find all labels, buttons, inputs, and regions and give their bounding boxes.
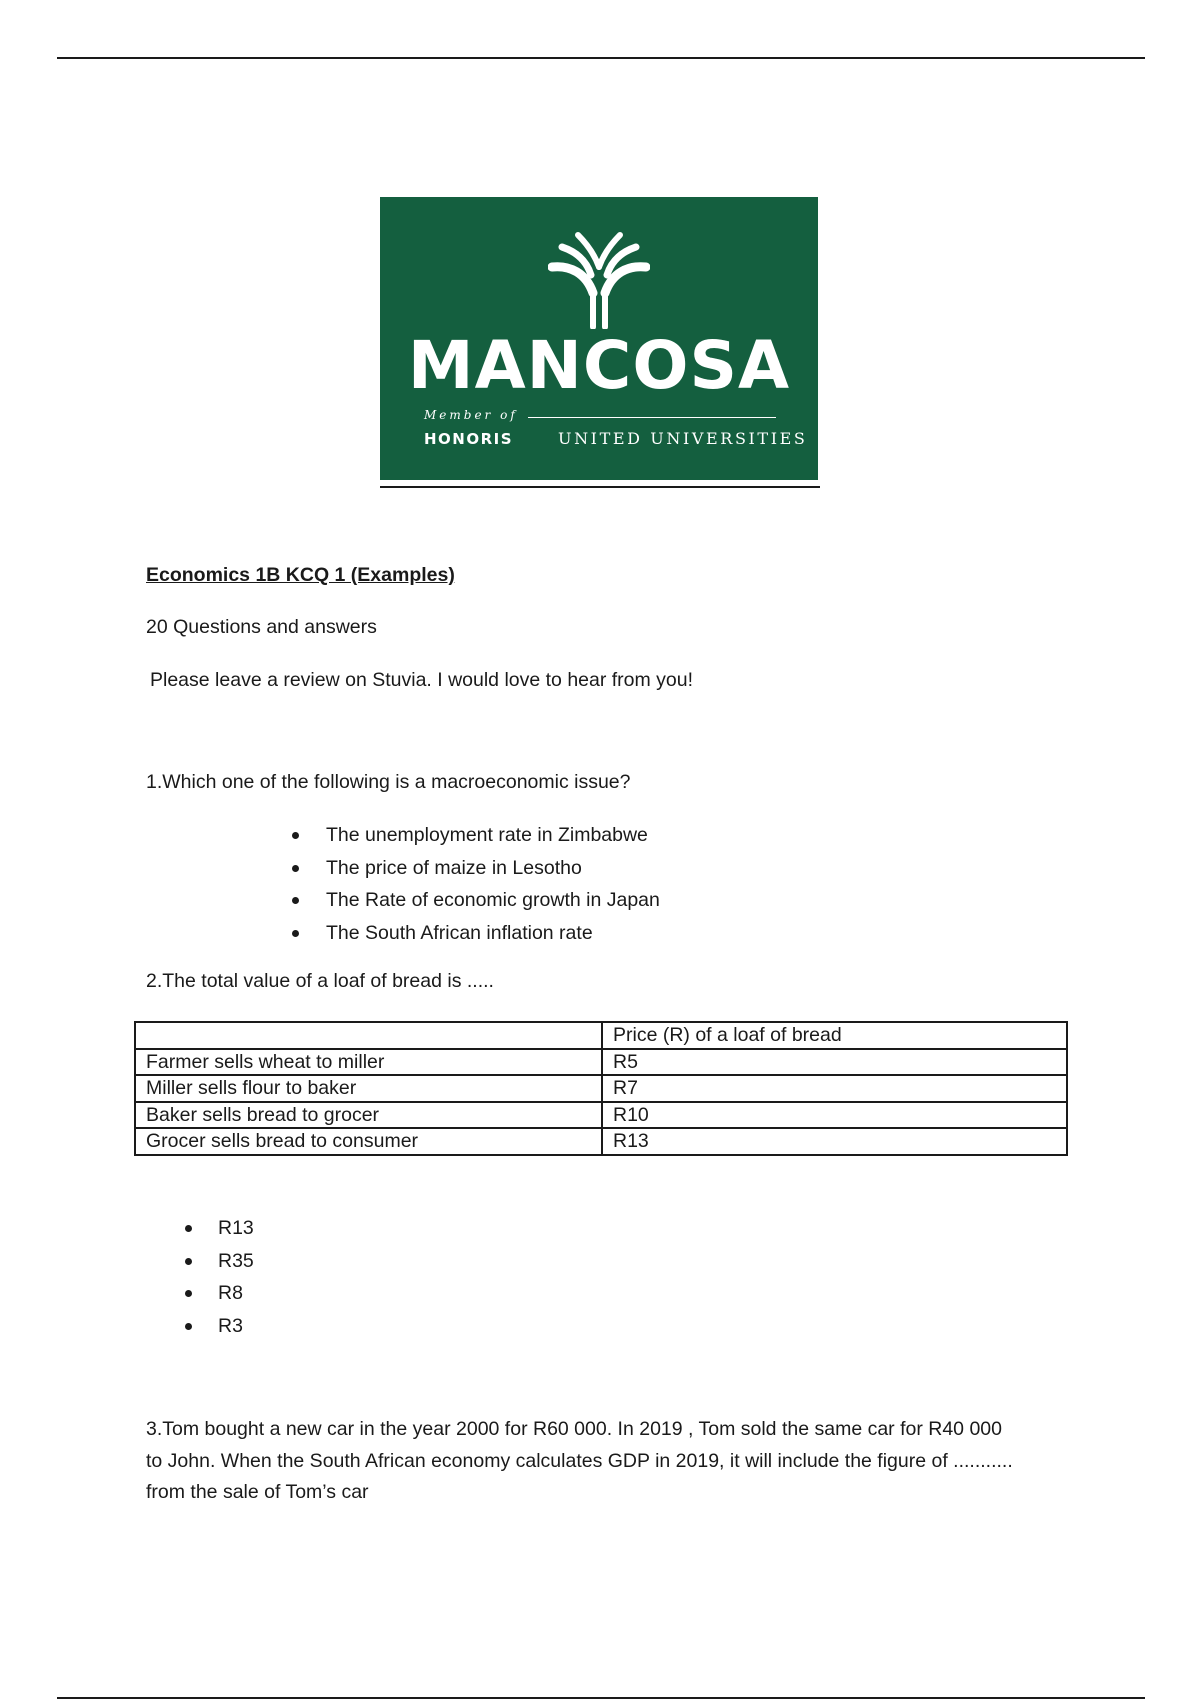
- table-cell: R10: [602, 1102, 1067, 1129]
- list-item: R3: [185, 1310, 254, 1343]
- review-note: Please leave a review on Stuvia. I would love to hear from you!: [150, 669, 694, 691]
- bottom-rule: [57, 1697, 1145, 1699]
- list-item: R35: [185, 1245, 254, 1278]
- table-cell: Farmer sells wheat to miller: [135, 1049, 602, 1076]
- bullet-icon: [185, 1290, 192, 1297]
- mancosa-logo: [380, 197, 818, 480]
- question-3: [146, 1414, 1066, 1509]
- table-cell: Baker sells bread to grocer: [135, 1102, 602, 1129]
- table-cell: R5: [602, 1049, 1067, 1076]
- bread-price-table: [134, 1021, 1068, 1156]
- bullet-icon: [292, 832, 299, 839]
- table-cell: R13: [602, 1128, 1067, 1155]
- list-item: R8: [185, 1277, 254, 1310]
- list-item: The price of maize in Lesotho: [292, 852, 660, 885]
- question-3-line: 3.Tom bought a new car in the year 2000 for R60 000. In 2019 , Tom sold the same car for R40 000: [146, 1418, 1002, 1440]
- table-header-row: [135, 1022, 1067, 1049]
- question-2-options: [185, 1212, 254, 1342]
- list-item: The unemployment rate in Zimbabwe: [292, 819, 660, 852]
- question-2: 2.The total value of a loaf of bread is .....: [146, 970, 494, 992]
- bullet-icon: [185, 1323, 192, 1330]
- list-item: The South African inflation rate: [292, 917, 660, 950]
- palm-icon: [548, 229, 650, 329]
- logo-member-of: Member of: [424, 408, 518, 422]
- logo-divider: [528, 417, 776, 418]
- table-row: [135, 1049, 1067, 1076]
- logo-honoris: HONORIS: [424, 430, 514, 448]
- table-header-cell: Price (R) of a loaf of bread: [602, 1022, 1067, 1049]
- logo-wordmark: MANCOSA: [407, 327, 791, 404]
- logo-united-universities: UNITED UNIVERSITIES: [558, 429, 808, 448]
- question-3-line: to John. When the South African economy calculates GDP in 2019, it will include the figure of ...........: [146, 1449, 1013, 1472]
- logo-underline: [380, 486, 820, 488]
- list-item: R13: [185, 1212, 254, 1245]
- question-1-options: [292, 819, 660, 949]
- bullet-icon: [185, 1225, 192, 1232]
- table-row: [135, 1075, 1067, 1102]
- table-cell: Miller sells flour to baker: [135, 1075, 602, 1102]
- bullet-icon: [185, 1258, 192, 1265]
- bullet-icon: [292, 930, 299, 937]
- top-rule: [57, 57, 1145, 59]
- document-title: Economics 1B KCQ 1 (Examples): [146, 564, 455, 586]
- bullet-icon: [292, 865, 299, 872]
- question-3-line: from the sale of Tom’s car: [146, 1481, 369, 1503]
- list-item: The Rate of economic growth in Japan: [292, 884, 660, 917]
- table-cell: R7: [602, 1075, 1067, 1102]
- document-subtitle: 20 Questions and answers: [146, 616, 377, 638]
- table-row: [135, 1102, 1067, 1129]
- bullet-icon: [292, 897, 299, 904]
- table-row: [135, 1128, 1067, 1155]
- table-cell: Grocer sells bread to consumer: [135, 1128, 602, 1155]
- question-1: 1.Which one of the following is a macroeconomic issue?: [146, 771, 631, 793]
- table-header-cell: [135, 1022, 602, 1049]
